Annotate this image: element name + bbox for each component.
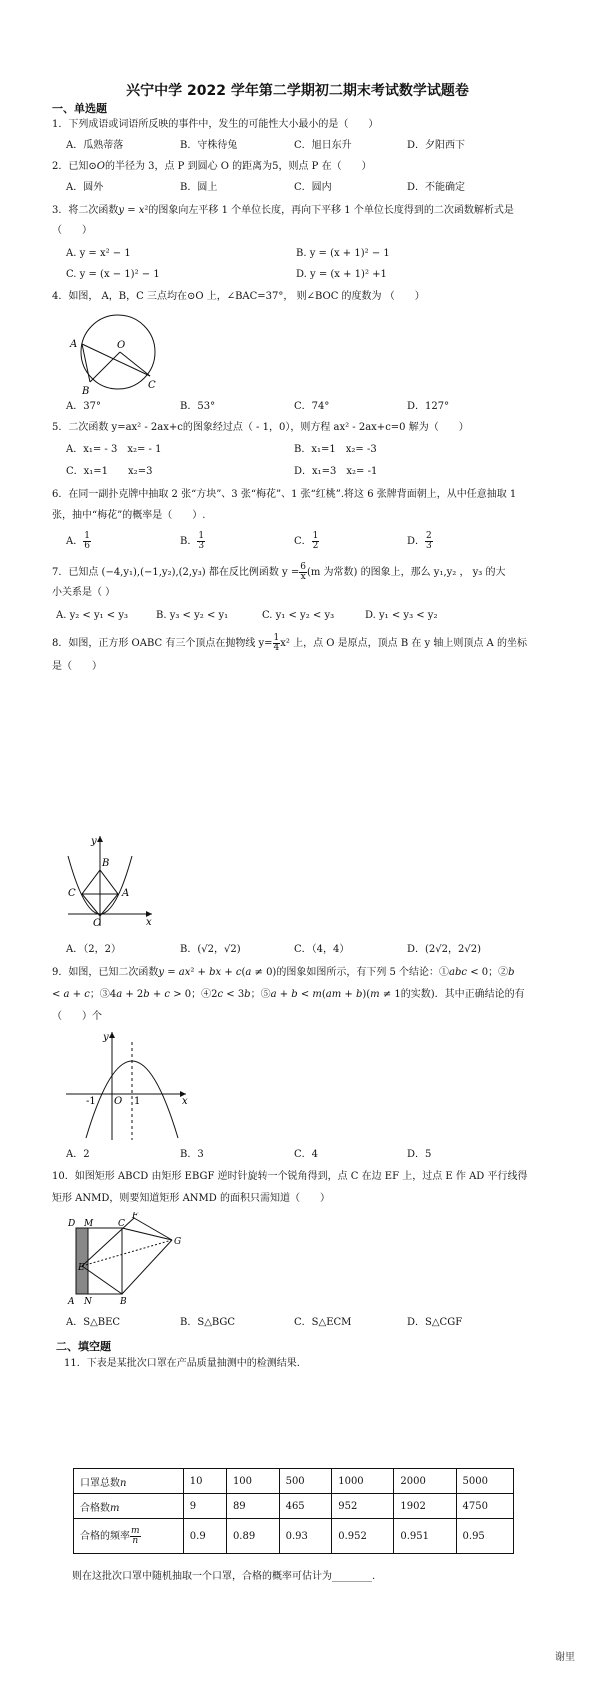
question-5-option-a: A．x₁= - 3 x₂= - 1 — [66, 444, 162, 455]
question-7-stem: 7．已知点 (−4,y₁),(−1,y₂),(2,y₃) 都在反比例函数 y = $\frac{6}{x}$ (m 为常数) 的图象上，那么 y₁,y₂ ， y₃ 的大 — [52, 562, 506, 582]
figure-label-c: C — [148, 380, 156, 391]
figure-label-y: y — [91, 836, 97, 847]
table-cell: 2000 — [394, 1469, 456, 1494]
question-10-option-a: A．S△BEC — [66, 1317, 121, 1328]
table-cell: 0.95 — [456, 1519, 513, 1554]
question-10-option-c: C．S△ECM — [294, 1317, 352, 1328]
figure-label-neg1: -1 — [86, 1096, 96, 1107]
question-8-option-b: B．(√2，√2) — [180, 944, 241, 955]
question-5-stem: 5．二次函数 y=ax² - 2ax+c的图象经过点（ - 1，0），则方程 ax² - 2ax+c=0 解为（ ） — [52, 422, 469, 433]
question-10-rectangle-figure — [62, 1212, 192, 1307]
table-cell: 100 — [226, 1469, 279, 1494]
figure-label-o: O — [93, 918, 102, 928]
question-2-option-d: D．不能确定 — [407, 182, 466, 193]
figure-label-x: x — [182, 1096, 188, 1107]
table-cell: 0.93 — [279, 1519, 332, 1554]
question-11-stem: 11．下表是某批次口罩在产品质量抽测中的检测结果. — [64, 1358, 300, 1369]
question-6-option-d: D． $\frac{2}{3}$ — [407, 531, 432, 551]
table-cell: 1902 — [394, 1494, 456, 1519]
question-9-option-b: B．3 — [180, 1149, 204, 1160]
question-9-option-c: C．4 — [294, 1149, 319, 1160]
question-9-stem-cont2: （ ）个 — [52, 1011, 102, 1022]
question-8-stem: 8．如图，正方形 OABC 有三个顶点在抛物线 y= $\frac{1}{4}$ x² 上，点 O 是原点，顶点 B 在 y 轴上则顶点 A 的坐标 — [52, 633, 527, 653]
table-cell: 合格的频率 $\frac{m}{n}$ — [74, 1519, 184, 1554]
question-1-option-b: B．守株待兔 — [180, 140, 238, 151]
question-1-option-a: A．瓜熟蒂落 — [66, 140, 124, 151]
figure-label-c: C — [118, 1219, 125, 1229]
question-9-option-d: D．5 — [407, 1149, 432, 1160]
table-cell: 0.89 — [226, 1519, 279, 1554]
question-2-option-a: A．圆外 — [66, 182, 104, 193]
question-7-option-d: D. y₁ < y₃ < y₂ — [365, 610, 438, 621]
question-2-option-b: B．圆上 — [180, 182, 218, 193]
figure-label-o: O — [114, 1096, 123, 1107]
question-3-option-d: D. y = (x + 1)² +1 — [296, 269, 387, 280]
question-10-stem-cont: 矩形 ANMD，则要知道矩形 ANMD 的面积只需知道（ ） — [52, 1193, 330, 1204]
figure-label-b: B — [82, 386, 90, 395]
table-cell: 89 — [226, 1494, 279, 1519]
question-4-option-b: B．53° — [180, 401, 216, 412]
figure-label-d: D — [68, 1219, 76, 1229]
question-4-option-a: A．37° — [66, 401, 101, 412]
question-6-stem-cont: 张，抽中“梅花”的概率是（ ）. — [52, 510, 206, 521]
question-3-stem-cont: （ ） — [52, 225, 92, 236]
question-5-option-b: B．x₁=1 x₂= -3 — [294, 444, 377, 455]
question-2-stem: 2．已知⊙𝑂的半径为 3，点 P 到圆心 O 的距离为5，则点 P 在（ ） — [52, 161, 372, 172]
question-1-option-d: D．夕阳西下 — [407, 140, 466, 151]
question-3-stem: 3．将二次函数𝑦 = 𝑥²的图象向左平移 1 个单位长度，再向下平移 1 个单位长度得到的二次函数解析式是 — [52, 205, 514, 216]
question-6-option-c: C． $\frac{1}{2}$ — [294, 531, 319, 551]
table-cell: 500 — [279, 1469, 332, 1494]
question-3-option-b: B. y = (x + 1)² − 1 — [296, 248, 390, 259]
question-4-stem: 4．如图， A，B，C 三点均在⊙O 上，∠BAC=37°， 则∠BOC 的度数为 （ ） — [52, 291, 425, 302]
table-row — [74, 1494, 514, 1519]
answer-blank[interactable]: ________ — [332, 1571, 372, 1582]
figure-label-b: B — [102, 858, 110, 869]
table-cell: 合格数𝑚 — [74, 1494, 184, 1519]
figure-label-o: O — [117, 340, 126, 351]
question-4-option-d: D．127° — [407, 401, 450, 412]
question-9-option-a: A．2 — [66, 1149, 90, 1160]
figure-label-e: E — [78, 1263, 85, 1273]
question-11-data-table — [73, 1468, 514, 1554]
question-1-stem: 1．下列成语或词语所反映的事件中，发生的可能性大小最小的是（ ） — [52, 119, 379, 130]
table-row — [74, 1469, 514, 1494]
figure-label-c: C — [68, 888, 76, 899]
figure-label-f: F — [132, 1212, 139, 1221]
table-cell: 10 — [183, 1469, 226, 1494]
figure-label-n: N — [84, 1297, 92, 1307]
figure-label-a: A — [70, 339, 78, 350]
question-8-option-d: D．(2√2，2√2) — [407, 944, 482, 955]
question-5-option-c: C．x₁=1 x₂=3 — [66, 466, 153, 477]
table-cell: 465 — [279, 1494, 332, 1519]
question-7-stem-cont: 小关系是（ ） — [52, 587, 116, 598]
question-8-parabola-figure — [60, 830, 160, 928]
section-heading-single-choice: 一、单选题 — [52, 102, 107, 115]
question-10-option-d: D．S△CGF — [407, 1317, 463, 1328]
question-8-option-c: C．（4，4） — [294, 944, 350, 955]
figure-label-b: B — [120, 1297, 127, 1307]
table-cell: 952 — [332, 1494, 394, 1519]
page-footer: 谢里 — [555, 1652, 575, 1663]
question-1-option-c: C．旭日东升 — [294, 140, 352, 151]
question-10-option-b: B．S△BGC — [180, 1317, 236, 1328]
table-cell: 1000 — [332, 1469, 394, 1494]
figure-label-a: A — [68, 1297, 75, 1307]
table-cell: 9 — [183, 1494, 226, 1519]
question-3-option-c: C. y = (x − 1)² − 1 — [66, 269, 160, 280]
table-cell: 5000 — [456, 1469, 513, 1494]
table-cell: 0.952 — [332, 1519, 394, 1554]
figure-label-g: G — [174, 1237, 182, 1247]
page-title: 兴宁中学 2022 学年第二学期初二期末考试数学试题卷 — [126, 83, 469, 99]
question-8-stem-cont: 是（ ） — [52, 661, 102, 672]
question-4-option-c: C．74° — [294, 401, 330, 412]
section-heading-fill-blank: 二、填空题 — [56, 1340, 111, 1353]
table-row — [74, 1519, 514, 1554]
table-cell: 0.9 — [183, 1519, 226, 1554]
question-6-stem: 6．在同一副扑克牌中抽取 2 张“方块”、3 张“梅花”、1 张“红桃”.将这 6 张牌背面朝上，从中任意抽取 1 — [52, 489, 517, 500]
question-6-option-b: B． $\frac{1}{3}$ — [180, 531, 205, 551]
question-7-option-b: B. y₃ < y₂ < y₁ — [156, 610, 229, 621]
question-10-stem: 10．如图矩形 ABCD 由矩形 EBGF 逆时针旋转一个锐角得到，点 C 在边 EF 上，过点 E 作 AD 平行线得 — [52, 1171, 528, 1182]
question-9-stem-cont: < 𝑎 + 𝑐；③4𝑎 + 2𝑏 + 𝑐 > 0；④2𝑐 < 3𝑏；⑤𝑎 + 𝑏 < 𝑚(𝑎𝑚 + 𝑏)(𝑚 ≠ 1的实数)．其中正确结论的有 — [52, 989, 525, 1000]
question-7-option-c: C. y₁ < y₂ < y₃ — [262, 610, 335, 621]
figure-label-x: x — [146, 917, 152, 928]
figure-label-one: 1 — [134, 1096, 141, 1107]
table-cell: 0.951 — [394, 1519, 456, 1554]
question-6-option-a: A． $\frac{1}{6}$ — [66, 531, 90, 551]
question-9-parabola-figure — [62, 1028, 192, 1143]
question-3-option-a: A. y = x² − 1 — [66, 248, 131, 259]
question-7-option-a: A. y₂ < y₁ < y₃ — [56, 610, 129, 621]
question-9-stem: 9．如图，已知二次函数𝑦 = 𝑎𝑥² + 𝑏𝑥 + 𝑐(𝑎 ≠ 0)的图象如图所示，有下列 5 个结论：①𝑎𝑏𝑐 < 0；②𝑏 — [52, 967, 515, 978]
figure-label-a: A — [122, 888, 130, 899]
table-cell: 口罩总数𝑛 — [74, 1469, 184, 1494]
question-8-option-a: A．（2，2） — [66, 944, 121, 955]
question-5-option-d: D．x₁=3 x₂= -1 — [294, 466, 378, 477]
question-4-circle-figure — [62, 310, 172, 395]
table-cell: 4750 — [456, 1494, 513, 1519]
figure-label-m: M — [84, 1219, 94, 1229]
figure-label-y: y — [103, 1032, 109, 1043]
question-2-option-c: C．圆内 — [294, 182, 332, 193]
question-11-answer-line: 则在这批次口罩中随机抽取一个口罩，合格的概率可估计为________. — [72, 1571, 376, 1582]
